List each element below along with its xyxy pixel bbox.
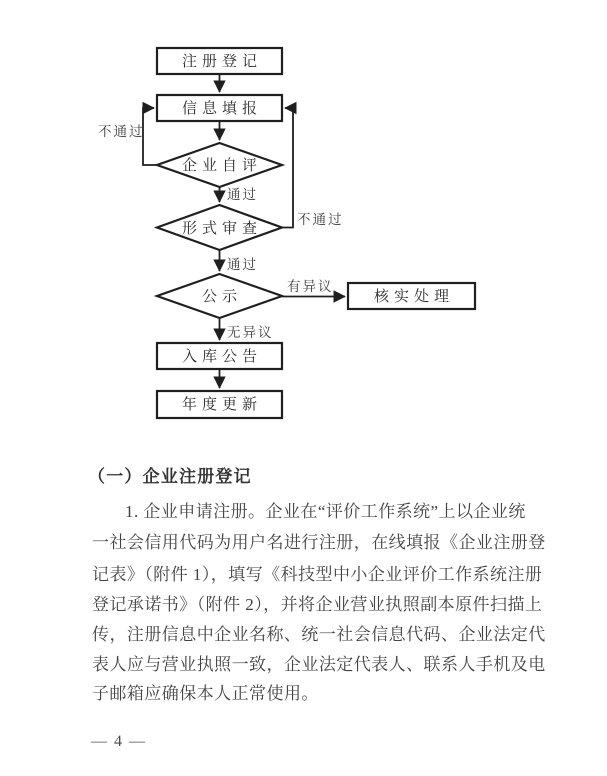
edge-label-no-objection: 无异议 <box>227 325 274 340</box>
flow-label-verify: 核实处理 <box>373 289 455 305</box>
flow-label-public-notice: 公示 <box>201 289 243 305</box>
section-heading: （一）企业注册登记 <box>88 467 252 486</box>
paragraph-line: 登记承诺书》（附件 2），并将企业营业执照副本原件扫描上 <box>92 595 543 614</box>
edge-label-fail-left: 不通过 <box>98 124 145 139</box>
paragraph-line: 一社会信用代码为用户名进行注册，在线填报《企业注册登 <box>92 533 546 552</box>
flow-label-annual-update: 年度更新 <box>181 397 263 413</box>
flow-label-formal-review: 形式审查 <box>181 221 263 237</box>
flow-label-info-fill: 信息填报 <box>181 101 263 117</box>
edge-label-objection: 有异议 <box>287 279 334 294</box>
flow-label-register: 注册登记 <box>181 54 263 70</box>
paragraph-line: 1. 企业申请注册。企业在“评价工作系统”上以企业统 <box>125 502 526 521</box>
paragraph-line: 表人应与营业执照一致，企业法定代表人、联系人手机及电 <box>92 655 546 674</box>
paragraph-line: 子邮箱应确保本人正常使用。 <box>92 684 319 703</box>
paragraph-line: 记表》（附件 1），填写《科技型中小企业评价工作系统注册 <box>92 565 543 584</box>
feedback-formal-to-info <box>280 108 293 228</box>
edge-label-pass-2: 通过 <box>227 257 258 272</box>
edge-label-fail-right: 不通过 <box>297 212 344 227</box>
page-number: — 4 — <box>91 733 147 750</box>
paragraph-line: 传，注册信息中企业名称、统一社会信息代码、企业法定代 <box>92 625 546 644</box>
edge-label-pass-1: 通过 <box>227 187 258 202</box>
flow-label-self-eval: 企业自评 <box>181 158 263 174</box>
flow-label-announce: 入库公告 <box>181 349 263 365</box>
feedback-selfeval-to-info <box>143 108 157 165</box>
